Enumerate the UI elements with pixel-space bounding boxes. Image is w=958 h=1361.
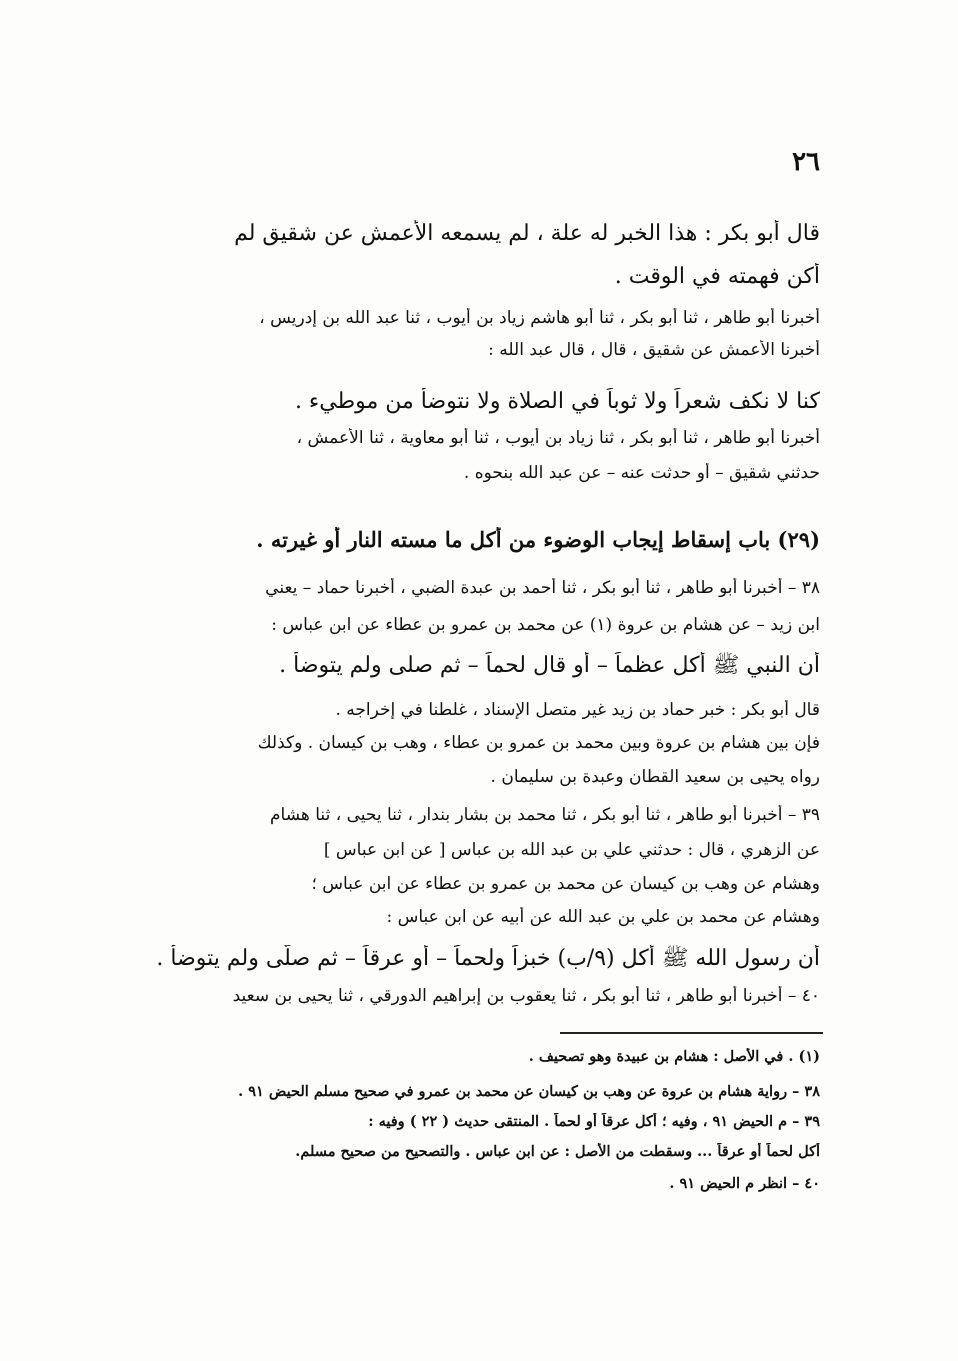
chapter-heading: (٢٩) باب إسقاط إيجاب الوضوء من أكل ما مسته النار أو غيرته . <box>256 527 820 552</box>
text-line: ابن زيد – عن هشام بن عروة (١) عن محمد بن عمرو بن عطاء عن ابن عباس : <box>271 615 820 635</box>
footnote: (١) . في الأصل : هشام بن عبيدة وهو تصحيف . <box>528 1048 820 1065</box>
text-line: قال أبو بكر : هذا الخبر له علة ، لم يسمعه الأعمش عن شقيق لم <box>234 221 820 246</box>
text-line: رواه يحيى بن سعيد القطان وعبدة بن سليمان . <box>490 767 820 787</box>
text-line: حدثني شقيق – أو حدثت عنه – عن عبد الله بنحوه . <box>463 463 820 483</box>
text-line: ٣٨ – أخبرنا أبو طاهر ، ثنا أبو بكر ، ثنا أحمد بن عبدة الضبي ، أخبرنا حماد – يعني <box>265 578 820 598</box>
text-line: فإن بين هشام بن عروة وبين محمد بن عمرو بن عطاء ، وهب بن كيسان . وكذلك <box>257 733 820 753</box>
text-line: ٤٠ – أخبرنا أبو طاهر ، ثنا أبو بكر ، ثنا يعقوب بن إبراهيم الدورقي ، ثنا يحيى بن سعيد <box>232 986 820 1006</box>
footnote: ٤٠ – انظر م الحيض ٩١ . <box>669 1175 820 1192</box>
text-line: أكن فهمته في الوقت . <box>614 264 820 289</box>
footnote: ٣٩ – م الحيض ٩١ ، وفيه ؛ أكل عرقاً أو لحماً . المنتقى حديث ( ٢٢ ) وفيه : <box>368 1113 820 1130</box>
footnote: ٣٨ – رواية هشام بن عروة عن وهب بن كيسان عن محمد بن عمرو في صحيح مسلم الحيض ٩١ . <box>238 1083 820 1100</box>
page-number: ٢٦ <box>792 147 820 177</box>
text-line: عن الزهري ، قال : حدثني علي بن عبد الله بن عباس [ عن ابن عباس ] <box>323 840 820 860</box>
text-line: قال أبو بكر : خبر حماد بن زيد غير متصل الإسناد ، غلطنا في إخراجه . <box>335 700 820 720</box>
text-line: ٣٩ – أخبرنا أبو طاهر ، ثنا أبو بكر ، ثنا محمد بن بشار بندار ، ثنا يحيى ، ثنا هشام <box>270 805 820 825</box>
text-line: أخبرنا الأعمش عن شقيق ، قال ، قال عبد الله : <box>488 340 820 360</box>
text-line: وهشام عن وهب بن كيسان عن محمد بن عمرو بن عطاء عن ابن عباس ؛ <box>311 874 820 894</box>
text-line: أخبرنا أبو طاهر ، ثنا أبو بكر ، ثنا أبو هاشم زياد بن أيوب ، ثنا عبد الله بن إدريس ، <box>259 308 820 328</box>
text-line: أخبرنا أبو طاهر ، ثنا أبو بكر ، ثنا زياد بن أيوب ، ثنا أبو معاوية ، ثنا الأعمش ، <box>296 428 820 448</box>
hadith-text: أن رسول الله ﷺ أكل (٩/ب) خبزاً ولحماً – أو عرقاً – ثم صلّى ولم يتوضأ . <box>156 946 820 971</box>
hadith-text: كنا لا نكف شعراً ولا ثوباً في الصلاة ولا نتوضأ من موطيء . <box>294 389 820 414</box>
text-line: وهشام عن محمد بن علي بن عبد الله عن أبيه عن ابن عباس : <box>386 907 820 927</box>
hadith-text: أن النبي ﷺ أكل عظماً – أو قال لحماً – ثم صلى ولم يتوضأ . <box>279 653 820 678</box>
footnote: أكل لحماً أو عرقاً ... وسقطت من الأصل : عن ابن عباس . والتصحيح من صحيح مسلم. <box>295 1143 820 1160</box>
footnote-divider <box>560 1032 823 1034</box>
